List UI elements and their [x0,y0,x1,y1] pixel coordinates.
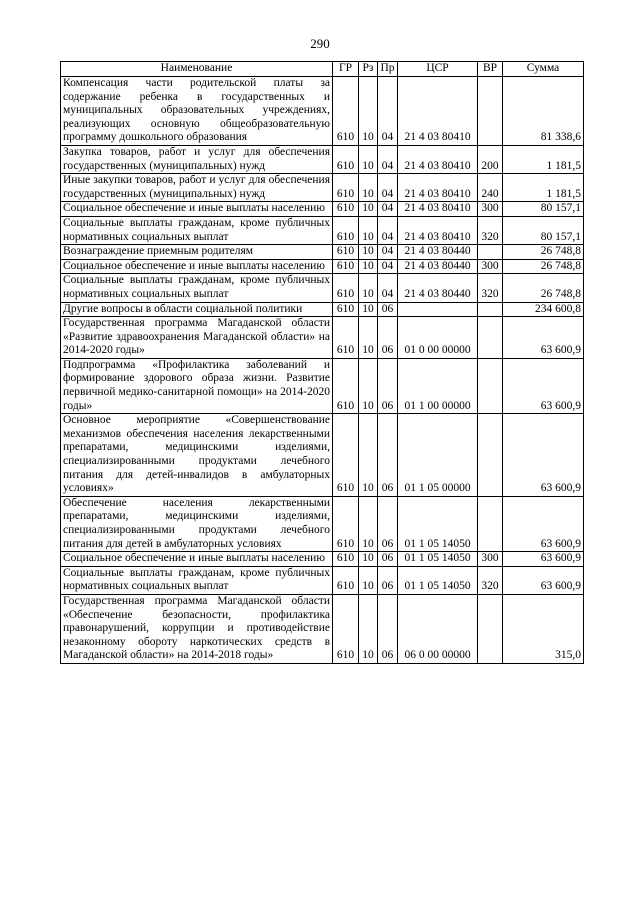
cell-gr: 610 [333,358,359,413]
cell-pr: 06 [378,552,398,567]
cell-rz: 10 [359,496,378,551]
cell-name: Закупка товаров, работ и услуг для обеспечения государственных (муниципальных) нужд [61,145,333,173]
cell-sum: 80 157,1 [503,202,584,217]
cell-pr: 06 [378,414,398,497]
cell-rz: 10 [359,566,378,594]
cell-name: Вознаграждение приемным родителям [61,245,333,260]
cell-gr: 610 [333,259,359,274]
table-header-row [61,62,584,77]
cell-vr: 300 [478,259,503,274]
cell-rz: 10 [359,317,378,359]
cell-pr: 06 [378,594,398,663]
cell-csr: 21 4 03 80410 [398,216,478,244]
cell-gr: 610 [333,317,359,359]
cell-rz: 10 [359,245,378,260]
cell-vr [478,245,503,260]
cell-vr [478,496,503,551]
cell-vr [478,358,503,413]
cell-csr: 21 4 03 80410 [398,174,478,202]
table-row [61,496,584,551]
cell-sum: 315,0 [503,594,584,663]
cell-csr: 01 1 05 00000 [398,414,478,497]
cell-sum: 1 181,5 [503,174,584,202]
table-row [61,358,584,413]
cell-pr: 04 [378,245,398,260]
cell-gr: 610 [333,216,359,244]
cell-name: Социальные выплаты гражданам, кроме публичных нормативных социальных выплат [61,216,333,244]
cell-sum: 63 600,9 [503,414,584,497]
cell-vr: 320 [478,274,503,302]
cell-csr: 01 1 05 14050 [398,552,478,567]
cell-rz: 10 [359,216,378,244]
cell-rz: 10 [359,259,378,274]
cell-name: Другие вопросы в области социальной политики [61,302,333,317]
cell-csr: 21 4 03 80440 [398,274,478,302]
cell-sum: 63 600,9 [503,496,584,551]
cell-name: Социальное обеспечение и иные выплаты населению [61,552,333,567]
cell-vr: 320 [478,566,503,594]
page-number: 290 [310,36,330,51]
cell-csr: 21 4 03 80440 [398,259,478,274]
cell-vr [478,302,503,317]
cell-vr: 240 [478,174,503,202]
table-row [61,259,584,274]
cell-rz: 10 [359,145,378,173]
cell-pr: 06 [378,317,398,359]
table-row [61,302,584,317]
cell-name: Обеспечение населения лекарственными препаратами, медицинскими изделиями, специализированными продуктами лечебного питания для детей в амбулаторных условиях [61,496,333,551]
budget-table [60,61,584,664]
cell-gr: 610 [333,594,359,663]
cell-sum: 63 600,9 [503,566,584,594]
cell-csr: 06 0 00 00000 [398,594,478,663]
table-row [61,174,584,202]
cell-pr: 04 [378,274,398,302]
cell-gr: 610 [333,566,359,594]
cell-pr: 04 [378,202,398,217]
cell-rz: 10 [359,174,378,202]
cell-gr: 610 [333,496,359,551]
cell-name: Компенсация части родительской платы за содержание ребенка в государственных и муниципальных образовательных учреждениях, реализующих основную общеобразовательную программу дошкольного образования [61,77,333,146]
header-vr: ВР [478,62,503,77]
cell-pr: 06 [378,566,398,594]
cell-sum: 234 600,8 [503,302,584,317]
table-row [61,594,584,663]
header-gr: ГР [333,62,359,77]
cell-csr: 21 4 03 80410 [398,145,478,173]
cell-pr: 06 [378,358,398,413]
cell-gr: 610 [333,202,359,217]
cell-rz: 10 [359,274,378,302]
cell-gr: 610 [333,245,359,260]
cell-gr: 610 [333,414,359,497]
cell-vr: 300 [478,552,503,567]
cell-sum: 26 748,8 [503,259,584,274]
cell-rz: 10 [359,552,378,567]
cell-csr: 01 1 05 14050 [398,566,478,594]
cell-pr: 06 [378,302,398,317]
table-row [61,202,584,217]
cell-csr: 01 1 00 00000 [398,358,478,413]
cell-pr: 04 [378,77,398,146]
cell-csr: 21 4 03 80440 [398,245,478,260]
header-sum: Сумма [503,62,584,77]
cell-pr: 04 [378,174,398,202]
cell-name: Социальное обеспечение и иные выплаты населению [61,202,333,217]
table-row [61,274,584,302]
cell-rz: 10 [359,358,378,413]
cell-csr: 01 1 05 14050 [398,496,478,551]
table-row [61,245,584,260]
cell-rz: 10 [359,302,378,317]
table-row [61,317,584,359]
cell-name: Социальное обеспечение и иные выплаты населению [61,259,333,274]
cell-csr: 21 4 03 80410 [398,77,478,146]
table-row [61,145,584,173]
cell-name: Иные закупки товаров, работ и услуг для обеспечения государственных (муниципальных) нужд [61,174,333,202]
header-pr: Пр [378,62,398,77]
cell-rz: 10 [359,77,378,146]
cell-name: Основное мероприятие «Совершенствование механизмов обеспечения населения лекарственными препаратами, медицинскими изделиями, специализированными продуктами лечебного питания для детей-инвалидов в амбулаторных условиях» [61,414,333,497]
cell-name: Социальные выплаты гражданам, кроме публичных нормативных социальных выплат [61,274,333,302]
cell-name: Государственная программа Магаданской области «Обеспечение безопасности, профилактика правонарушений, коррупции и противодействие незаконному обороту наркотических средств в Магаданской области» на 2014-2018 годы» [61,594,333,663]
cell-gr: 610 [333,174,359,202]
cell-name: Государственная программа Магаданской области «Развитие здравоохранения Магаданской области» на 2014-2020 годы» [61,317,333,359]
cell-vr [478,414,503,497]
cell-sum: 63 600,9 [503,317,584,359]
table-row [61,77,584,146]
cell-gr: 610 [333,552,359,567]
cell-sum: 26 748,8 [503,245,584,260]
cell-sum: 63 600,9 [503,552,584,567]
table-row [61,414,584,497]
table-row [61,216,584,244]
cell-sum: 81 338,6 [503,77,584,146]
cell-csr: 01 0 00 00000 [398,317,478,359]
table-body [61,77,584,664]
cell-pr: 04 [378,259,398,274]
cell-vr: 320 [478,216,503,244]
header-name: Наименование [61,62,333,77]
cell-pr: 06 [378,496,398,551]
header-csr: ЦСР [398,62,478,77]
cell-sum: 26 748,8 [503,274,584,302]
cell-sum: 1 181,5 [503,145,584,173]
header-rz: Рз [359,62,378,77]
cell-csr: 21 4 03 80410 [398,202,478,217]
cell-vr: 300 [478,202,503,217]
cell-rz: 10 [359,594,378,663]
cell-vr [478,77,503,146]
cell-gr: 610 [333,77,359,146]
table-row [61,552,584,567]
cell-vr: 200 [478,145,503,173]
cell-name: Подпрограмма «Профилактика заболеваний и формирование здорового образа жизни. Развитие первичной медико-санитарной помощи» на 2014-2020 годы» [61,358,333,413]
cell-gr: 610 [333,145,359,173]
cell-sum: 63 600,9 [503,358,584,413]
cell-vr [478,317,503,359]
cell-name: Социальные выплаты гражданам, кроме публичных нормативных социальных выплат [61,566,333,594]
table-row [61,566,584,594]
cell-sum: 80 157,1 [503,216,584,244]
cell-gr: 610 [333,274,359,302]
cell-pr: 04 [378,216,398,244]
cell-csr [398,302,478,317]
cell-rz: 10 [359,202,378,217]
cell-rz: 10 [359,414,378,497]
cell-gr: 610 [333,302,359,317]
cell-vr [478,594,503,663]
cell-pr: 04 [378,145,398,173]
